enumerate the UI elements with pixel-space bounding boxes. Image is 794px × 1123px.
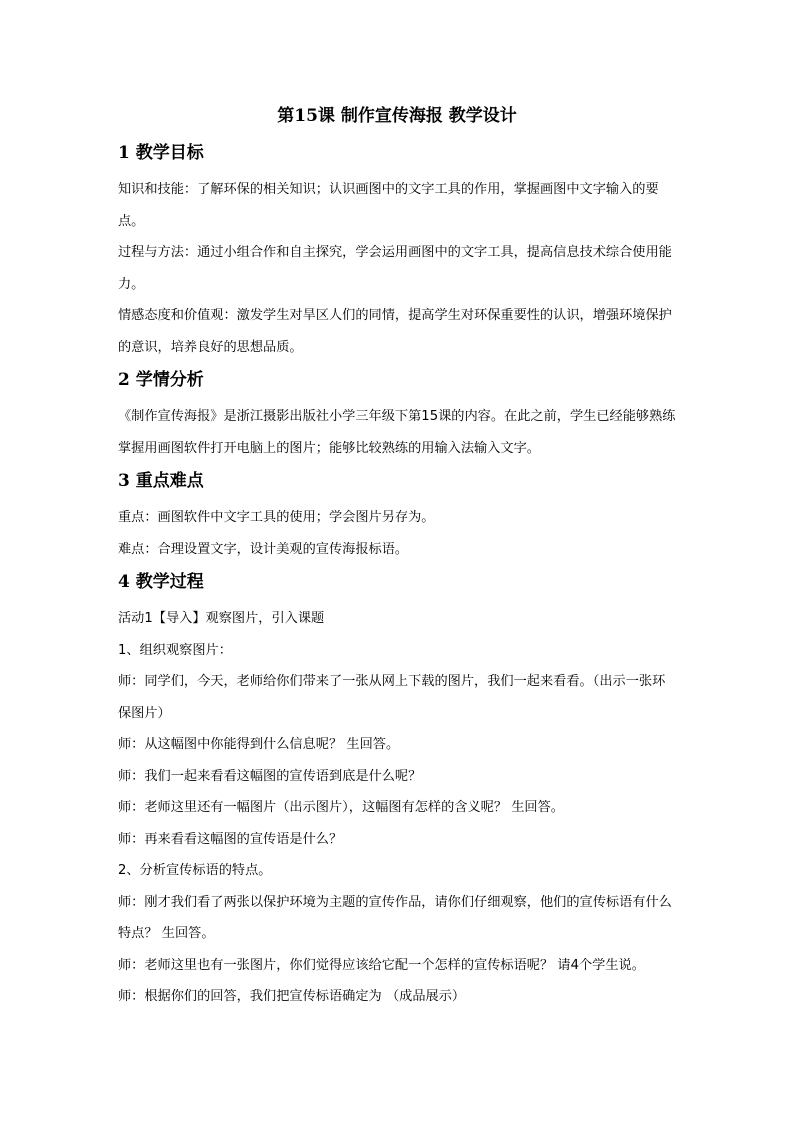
paragraph: 情感态度和价值观：激发学生对旱区人们的同情，提高学生对环保重要性的认识，增强环境保护的意识，培养良好的思想品质。: [118, 308, 672, 355]
paragraph: 《制作宣传海报》是浙江摄影出版社小学三年级下第15课的内容。在此之前，学生已经能够熟练掌握用画图软件打开电脑上的图片；能够比较熟练的用输入法输入文字。: [118, 409, 676, 456]
paragraph: 师：老师这里也有一张图片，你们觉得应该给它配一个怎样的宣传标语呢？ 请4个学生说。: [118, 957, 645, 973]
section-heading: 4 教学过程: [118, 572, 204, 592]
section-heading: 3 重点难点: [118, 471, 204, 491]
section-key-points: [118, 468, 676, 565]
section-analysis: [118, 367, 676, 464]
paragraph: 师：同学们，今天，老师给你们带来了一张从网上下载的图片，我们一起来看看。（出示一张环保图片）: [118, 674, 666, 721]
paragraph: 师：我们一起来看看这幅图的宣传语到底是什么呢？: [118, 768, 422, 784]
paragraph: 过程与方法：通过小组合作和自主探究，学会运用画图中的文字工具，提高信息技术综合使用能力。: [118, 245, 672, 292]
section-heading: 1 教学目标: [118, 143, 204, 163]
document-title: 第15课 制作宣传海报 教学设计: [277, 106, 517, 126]
paragraph: 师：根据你们的回答，我们把宣传标语确定为 （成品展示）: [118, 989, 466, 1004]
paragraph: 师：从这幅图中你能得到什么信息呢？ 生回答。: [118, 737, 400, 752]
paragraph: 师：老师这里还有一幅图片（出示图片），这幅图有怎样的含义呢？ 生回答。: [118, 800, 564, 815]
paragraph: 难点：合理设置文字，设计美观的宣传海报标语。: [118, 541, 409, 557]
paragraph: 师：刚才我们看了两张以保护环境为主题的宣传作品，请你们仔细观察，他们的宣传标语有什么特点？ 生回答。: [118, 894, 672, 941]
paragraph: 师：再来看看这幅图的宣传语是什么？: [118, 831, 343, 847]
section-heading: 2 学情分析: [118, 370, 204, 390]
paragraph: 重点：画图软件中文字工具的使用；学会图片另存为。: [118, 510, 435, 525]
paragraph: 活动1【导入】观察图片，引入课题: [118, 611, 325, 626]
section-objectives: [118, 140, 676, 363]
section-process: [118, 569, 676, 1013]
paragraph: 2、分析宣传标语的特点。: [118, 863, 272, 878]
paragraph: 1、组织观察图片：: [118, 642, 232, 658]
paragraph: 知识和技能：了解环保的相关知识；认识画图中的文字工具的作用，掌握画图中文字输入的要点。: [118, 182, 659, 229]
